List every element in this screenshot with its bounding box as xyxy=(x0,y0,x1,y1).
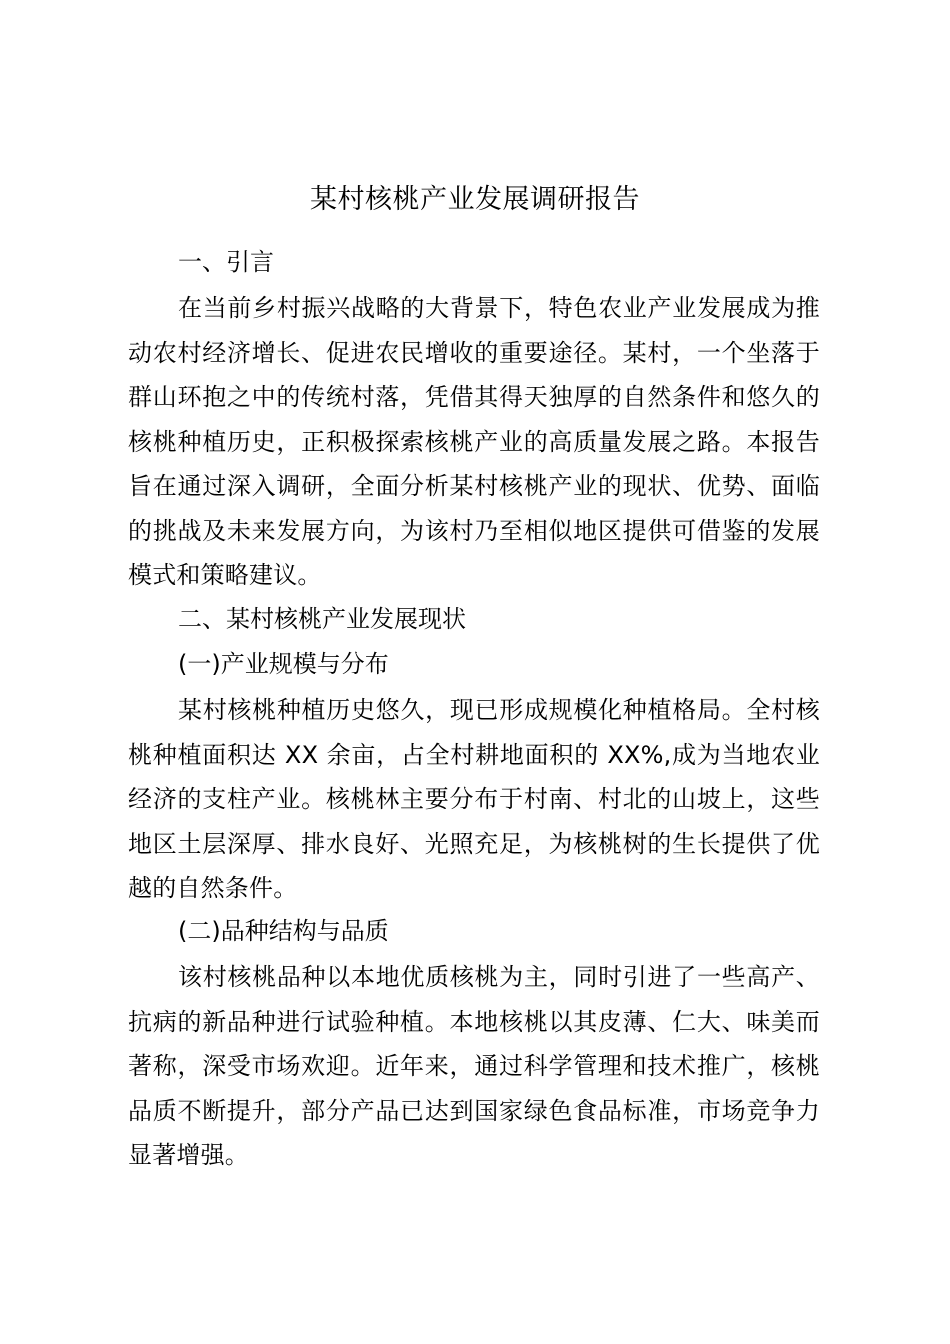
section-heading-status: 二、某村核桃产业发展现状 xyxy=(178,605,466,633)
paragraph-introduction: 在当前乡村振兴战略的大背景下，特色农业产业发展成为推动农村经济增长、促进农民增收的重要途径。某村，一个坐落于群山环抱之中的传统村落，凭借其得天独厚的自然条件和悠久的核桃种植历史，正积极探索核桃产业的高质量发展之路。本报告旨在通过深入调研，全面分析某村核桃产业的现状、优势、面临的挑战及未来发展方向，为该村乃至相似地区提供可借鉴的发展模式和策略建议。 xyxy=(128,294,820,589)
paragraph-varieties: 该村核桃品种以本地优质核桃为主，同时引进了一些高产、抗病的新品种进行试验种植。本地核桃以其皮薄、仁大、味美而著称，深受市场欢迎。近年来，通过科学管理和技术推广，核桃品质不断提升，部分产品已达到国家绿色食品标准，市场竞争力显著增强。 xyxy=(128,963,820,1169)
document-title: 某村核桃产业发展调研报告 xyxy=(310,184,640,215)
paragraph-scale: 某村核桃种植历史悠久，现已形成规模化种植格局。全村核桃种植面积达 XX 余亩，占全村耕地面积的 XX%,成为当地农业经济的支柱产业。核桃林主要分布于村南、村北的山坡上，这些地区土层深厚、排水良好、光照充足，为核桃树的生长提供了优越的自然条件。 xyxy=(128,696,820,902)
subsection-heading-varieties: (二)品种结构与品质 xyxy=(178,917,389,945)
section-heading-introduction: 一、引言 xyxy=(178,248,274,276)
subsection-heading-scale: (一)产业规模与分布 xyxy=(178,650,389,678)
